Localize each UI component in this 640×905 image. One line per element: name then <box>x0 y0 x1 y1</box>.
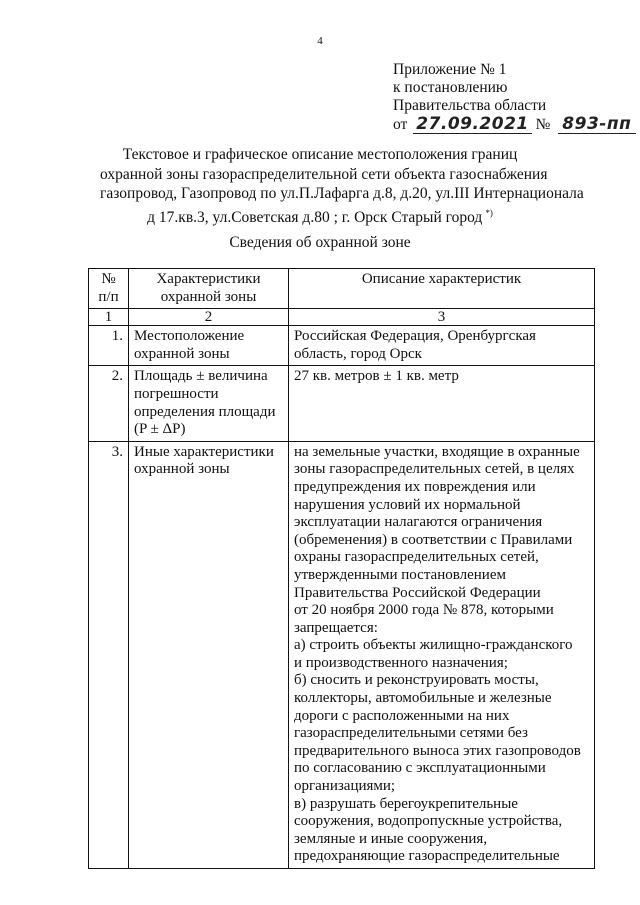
description-line: на земельные участки, входящие в охранные <box>294 443 580 460</box>
page-number: 4 <box>317 35 323 47</box>
description-line: зоны газораспределительных сетей, в целях <box>294 461 575 478</box>
description-line: земляные и иные сооружения, <box>294 830 488 847</box>
appendix-line-1: Приложение № 1 <box>393 61 507 78</box>
description-line: дороги с расположенными на них <box>294 707 510 724</box>
row-number: 2. <box>89 366 129 441</box>
description-line: предупреждения их повреждения или <box>294 478 536 495</box>
title-line-4-text: д 17.кв.3, ул.Советская д.80 ; г. Орск Старый город <box>147 208 483 226</box>
table-header-row <box>89 269 595 309</box>
table-row <box>89 326 595 366</box>
header-number: № п/п <box>89 269 129 309</box>
header-characteristic: Характеристики охранной зоны <box>129 269 289 309</box>
row-characteristic: Местоположение охранной зоны <box>129 326 289 366</box>
header-description: Описание характеристик <box>289 269 595 309</box>
index-cell: 2 <box>129 309 289 326</box>
description-line: предварительного выноса этих газопроводов <box>294 742 581 759</box>
table-row <box>89 441 595 868</box>
row-description <box>289 326 595 366</box>
title-line-1: Текстовое и графическое описание местоположения границ <box>122 146 518 163</box>
document-title <box>100 145 584 227</box>
date-prefix: от <box>393 116 408 133</box>
description-line: 27 кв. метров ± 1 кв. метр <box>294 368 459 385</box>
description-line: коллекторы, автомобильные и железные <box>294 690 552 707</box>
description-line: а) строить объекты жилищно-гражданского <box>294 637 573 654</box>
description-line: от 20 ноября 2000 года № 878, которыми <box>294 602 554 619</box>
row-number: 1. <box>89 326 129 366</box>
description-line: сооружения, водопропускные устройства, <box>294 813 563 830</box>
description-line: газораспределительными сетями без <box>294 725 528 742</box>
description-line: Правительства Российской Федерации <box>294 584 541 601</box>
footnote-mark: *) <box>485 207 493 218</box>
description-line: б) сносить и реконструировать мосты, <box>294 672 539 689</box>
description-line: охраны газораспределительных сетей, <box>294 549 539 566</box>
title-line-4 <box>100 204 540 228</box>
row-description <box>289 441 595 868</box>
handwritten-number: 893-пп <box>558 115 636 134</box>
row-characteristic: Иные характеристики охранной зоны <box>129 441 289 868</box>
description-line: предохраняющие газораспределительные <box>294 848 560 865</box>
description-line: по согласованию с эксплуатационными <box>294 760 546 777</box>
description-line: организациями; <box>294 778 396 795</box>
appendix-line-2: к постановлению <box>393 79 508 96</box>
appendix-date-line <box>393 115 636 134</box>
protection-zone-table <box>88 268 595 869</box>
title-line-3: газопровод, Газопровод по ул.П.Лафарга д.8, д.20, ул.III Интернационала <box>100 185 584 202</box>
description-line: область, город Орск <box>294 345 422 362</box>
handwritten-date: 27.09.2021 <box>413 115 532 134</box>
table-index-row <box>89 309 595 326</box>
description-line: и производственного назначения; <box>294 654 508 671</box>
number-sign: № <box>535 116 551 133</box>
table-row <box>89 366 595 441</box>
description-line: (обременения) в соответствии с Правилами <box>294 531 573 548</box>
description-line: запрещается: <box>294 619 378 636</box>
description-line: Российская Федерация, Оренбургская <box>294 328 536 345</box>
row-characteristic: Площадь ± величина погрешности определения площади (P ± ΔP) <box>129 366 289 441</box>
appendix-line-3: Правительства области <box>393 97 547 114</box>
row-number: 3. <box>89 441 129 868</box>
description-line: нарушения условий их нормальной <box>294 496 521 513</box>
title-line-2: охранной зоны газораспределительной сети объекта газоснабжения <box>100 165 548 183</box>
row-description <box>289 366 595 441</box>
index-cell: 1 <box>89 309 129 326</box>
description-line: в) разрушать берегоукрепительные <box>294 795 518 812</box>
description-line: утвержденными постановлением <box>294 566 506 583</box>
appendix-block <box>393 61 636 134</box>
section-subtitle: Сведения об охранной зоне <box>229 234 411 251</box>
description-line: эксплуатации налагаются ограничения <box>294 514 543 531</box>
index-cell: 3 <box>289 309 595 326</box>
